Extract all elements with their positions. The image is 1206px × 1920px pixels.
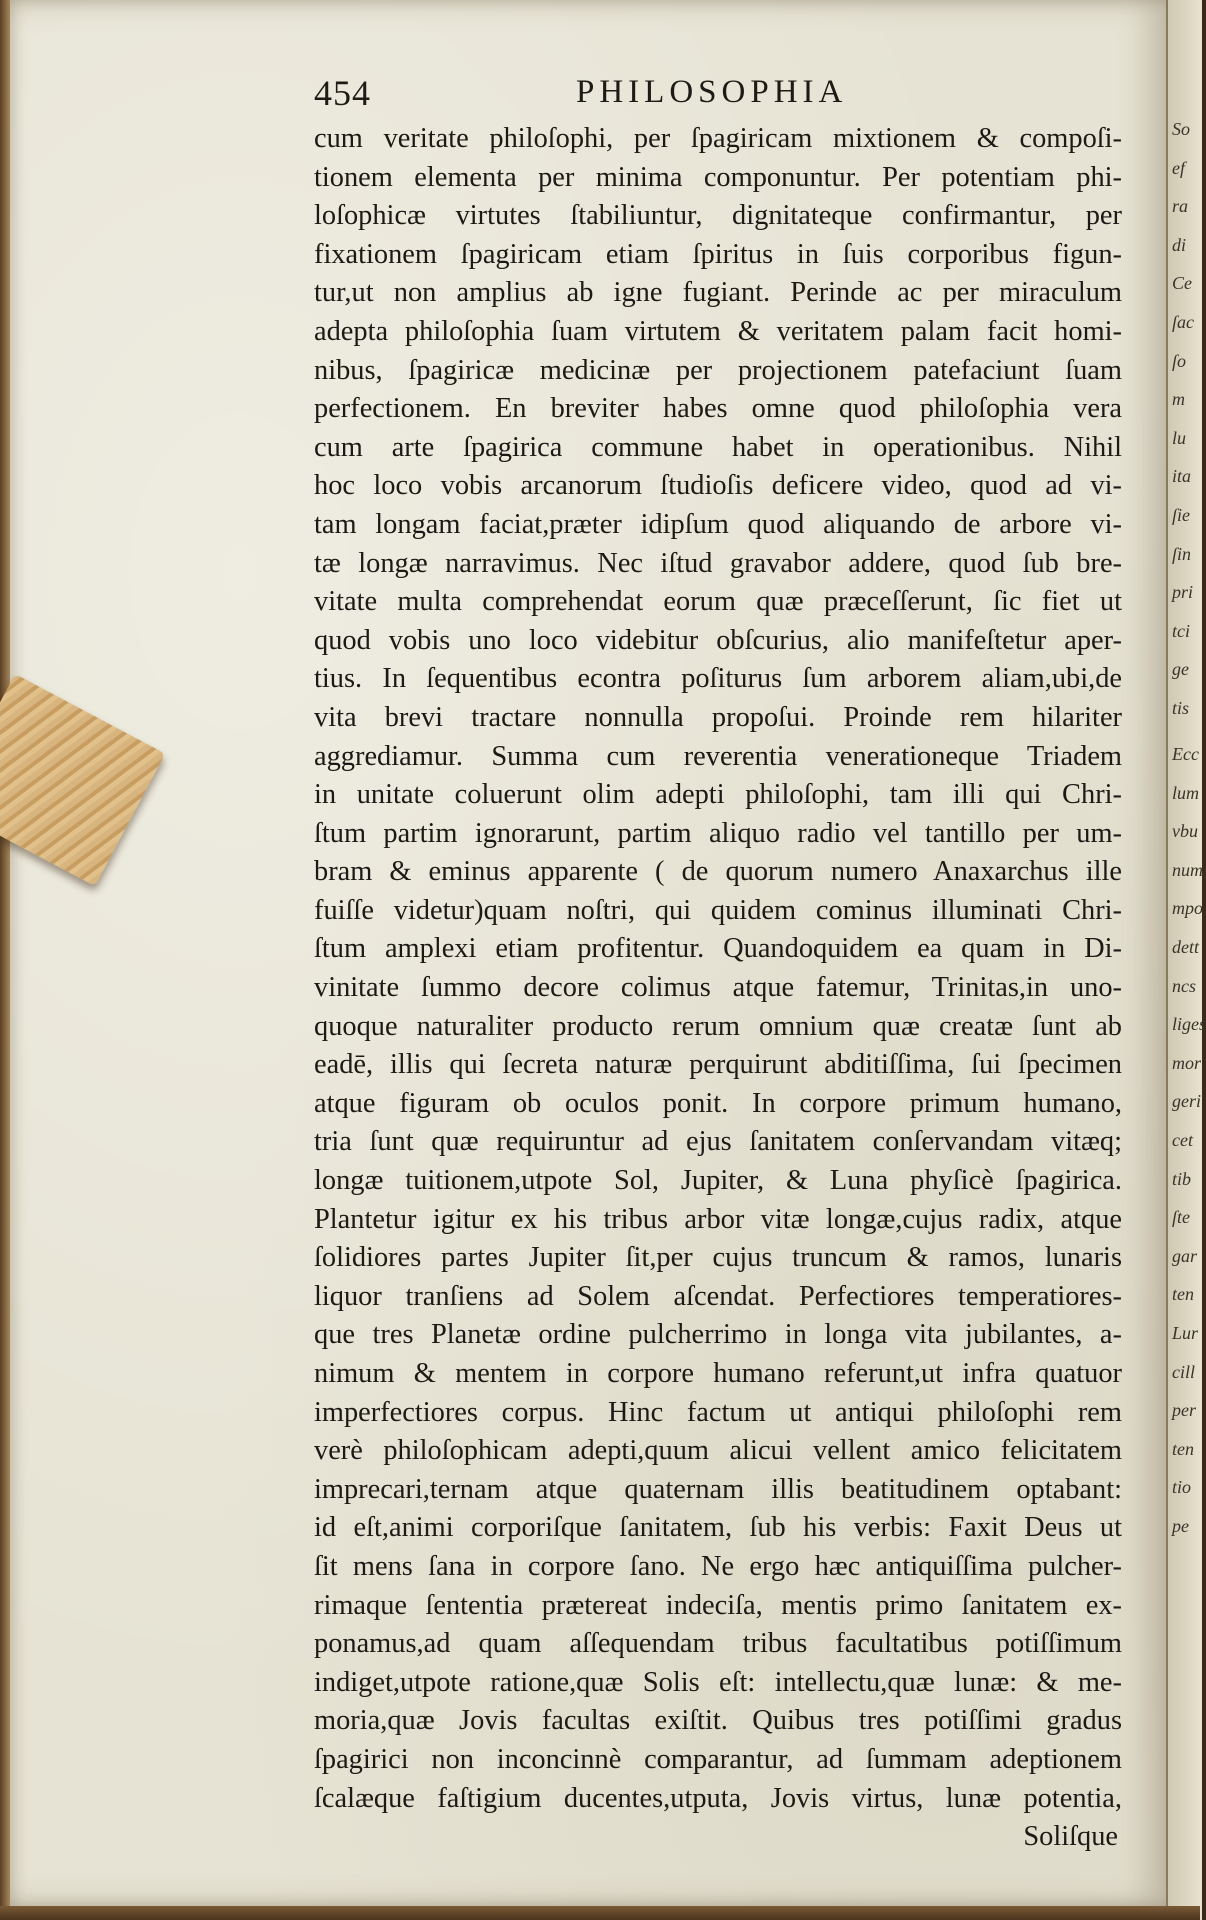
text-line: cum veritate philoſophi, per ſpagiricam mixtionem & compoſi- <box>314 123 1122 154</box>
text-line: ſpagirici non inconcinnè comparantur, ad ſummam adeptionem <box>314 1743 1122 1775</box>
margin-fragment: per <box>1172 1400 1196 1421</box>
text-line: perfectionem. En breviter habes omne quod philoſophia vera <box>314 393 1122 425</box>
margin-fragment: pri <box>1172 582 1194 603</box>
text-line: tius. In ſequentibus econtra poſiturus ſum arborem aliam,ubi,de <box>314 663 1122 695</box>
left-page-edge <box>0 0 10 1920</box>
text-line: verè philoſophicam adepti,quum alicui vellent amico felicitatem <box>314 1435 1122 1467</box>
page-header <box>314 72 1134 116</box>
text-line: vitate multa comprehendat eorum quæ præceſſerunt, ſic fiet ut <box>314 586 1122 618</box>
text-line: bram & eminus apparente ( de quorum numero Anaxarchus ille <box>314 856 1122 888</box>
text-line: atque figuram ob oculos ponit. In corpore primum humano, <box>314 1087 1122 1119</box>
text-line: ſtum amplexi etiam profitentur. Quandoquidem ea quam in Di- <box>314 933 1122 965</box>
margin-fragment: mor <box>1172 1052 1202 1073</box>
margin-fragment: ita <box>1172 466 1192 487</box>
page-number: 454 <box>314 73 371 113</box>
text-line: moria,quæ Jovis facultas exiſtit. Quibus tres potiſſimi gradus <box>314 1705 1122 1737</box>
margin-fragment: liges <box>1172 1014 1206 1035</box>
margin-fragment: geri <box>1172 1091 1201 1112</box>
text-line: que tres Planetæ ordine pulcherrimo in longa vita jubilantes, a- <box>314 1319 1122 1351</box>
text-line: tur,ut non amplius ab igne fugiant. Perinde ac per miraculum <box>314 277 1122 309</box>
margin-fragment: ge <box>1172 659 1189 680</box>
text-line: indiget,utpote ratione,quæ Solis eſt: intellectu,quæ lunæ: & me- <box>314 1666 1122 1698</box>
text-line: fuiſſe videtur)quam noſtri, qui quidem cominus illuminati Chri- <box>314 894 1122 926</box>
text-line: Plantetur igitur ex his tribus arbor vitæ longæ,cujus radix, atque <box>314 1203 1122 1235</box>
text-line: aggrediamur. Summa cum reverentia venerationeque Triadem <box>314 740 1122 772</box>
bottom-page-edge <box>0 1906 1200 1920</box>
text-line: tæ longæ narravimus. Nec iſtud gravabor addere, quod ſub bre- <box>314 547 1122 579</box>
book-page <box>8 0 1166 1906</box>
margin-fragment: Ecc <box>1172 744 1199 764</box>
margin-fragment: cet <box>1172 1129 1193 1150</box>
margin-fragment: gar <box>1172 1245 1198 1266</box>
margin-fragment: ſac <box>1172 311 1194 332</box>
margin-fragment: Ce <box>1172 273 1192 294</box>
text-line: id eſt,animi corporiſque ſanitatem, ſub his verbis: Faxit Deus ut <box>314 1512 1122 1544</box>
text-line: ſcalæque faſtigium ducentes,utputa, Jovis virtus, lunæ potentia, <box>314 1782 1122 1814</box>
margin-fragment: ef <box>1172 157 1185 178</box>
margin-fragment: dett <box>1172 936 1199 957</box>
text-line: vinitate ſummo decore colimus atque fatemur, Trinitas,in uno- <box>314 972 1122 1004</box>
margin-fragment: vbu <box>1172 821 1198 842</box>
text-line: tionem elementa per minima componuntur. Per potentiam phi- <box>314 161 1122 193</box>
text-line: liquor tranſiens ad Solem aſcendat. Perfectiores temperatiores- <box>314 1280 1122 1312</box>
facing-page-fragments-top <box>1172 110 1200 728</box>
margin-fragment: tis <box>1172 697 1190 718</box>
text-line: vita brevi tractare nonnulla propoſui. Proinde rem hilariter <box>314 701 1122 733</box>
margin-fragment: ncs <box>1172 975 1196 996</box>
body-text <box>314 120 1122 1857</box>
margin-fragment: ſte <box>1172 1207 1190 1228</box>
text-line: quod vobis uno loco videbitur obſcurius, alio manifeſtetur aper- <box>314 624 1122 656</box>
margin-fragment: Lur <box>1172 1322 1199 1343</box>
margin-fragment: cill <box>1172 1361 1195 1382</box>
margin-fragment: ra <box>1172 196 1189 217</box>
text-line: tam longam faciat,præter idipſum quod aliquando de arbore vi- <box>314 508 1122 540</box>
text-line: tria ſunt quæ requiruntur ad ejus ſanitatem conſervandam vitæq; <box>314 1126 1122 1158</box>
facing-page-fragments-bottom <box>1172 735 1206 1545</box>
text-line: ſolidiores partes Jupiter ſit,per cujus truncum & ramos, lunaris <box>314 1242 1122 1274</box>
margin-fragment: lum <box>1172 782 1199 803</box>
margin-fragment: mpo <box>1172 898 1203 919</box>
text-line: longæ tuitionem,utpote Sol, Jupiter, & Luna phyſicè ſpagirica. <box>314 1165 1122 1197</box>
text-line: quoque naturaliter producto rerum omnium quæ creatæ ſunt ab <box>314 1010 1122 1042</box>
text-line: imprecari,ternam atque quaternam illis beatitudinem optabant: <box>314 1473 1122 1505</box>
margin-fragment: m <box>1172 389 1185 410</box>
catchword: Soliſque <box>1023 1821 1118 1853</box>
text-line: nimum & mentem in corpore humano referunt,ut infra quatuor <box>314 1358 1122 1389</box>
margin-fragment: num <box>1172 859 1203 880</box>
text-line: adepta philoſophia ſuam virtutem & veritatem palam facit homi- <box>314 315 1122 347</box>
margin-fragment: ſie <box>1172 504 1190 525</box>
text-line: loſophicæ virtutes ſtabiliuntur, dignitateque confirmantur, per <box>314 200 1122 232</box>
margin-fragment: tci <box>1172 620 1190 641</box>
margin-fragment: ten <box>1172 1284 1194 1305</box>
text-line: rimaque ſententia prætereat indeciſa, mentis primo ſanitatem ex- <box>314 1589 1122 1621</box>
margin-fragment: tib <box>1172 1168 1192 1189</box>
text-line: in unitate coluerunt olim adepti philoſophi, tam illi qui Chri- <box>314 779 1122 811</box>
margin-fragment: ten <box>1172 1438 1194 1459</box>
margin-fragment: lu <box>1172 427 1187 448</box>
margin-fragment: ſo <box>1172 350 1187 371</box>
margin-fragment: tio <box>1172 1477 1192 1498</box>
text-line: eadē, illis qui ſecreta naturæ perquirunt abditiſſima, ſui ſpecimen <box>314 1049 1122 1081</box>
margin-fragment: ſin <box>1172 543 1192 564</box>
running-head: PHILOSOPHIA <box>576 74 848 110</box>
text-line: fixationem ſpagiricam etiam ſpiritus in ſuis corporibus figun- <box>314 238 1122 270</box>
text-line: cum arte ſpagirica commune habet in operationibus. Nihil <box>314 431 1122 463</box>
text-line: ponamus,ad quam aſſequendam tribus facultatibus potiſſimum <box>314 1628 1122 1660</box>
margin-fragment: di <box>1172 234 1187 255</box>
margin-fragment: So <box>1172 119 1190 139</box>
text-line: ſit mens ſana in corpore ſano. Ne ergo hæc antiquiſſima pulcher- <box>314 1550 1122 1582</box>
text-line: ſtum partim ignorarunt, partim aliquo radio vel tantillo per um- <box>314 817 1122 849</box>
text-line: hoc loco vobis arcanorum ſtudioſis deficere video, quod ad vi- <box>314 470 1122 502</box>
margin-fragment: pe <box>1172 1515 1189 1536</box>
text-line: imperfectiores corpus. Hinc factum ut antiqui philoſophi rem <box>314 1396 1122 1428</box>
text-line: nibus, ſpagiricæ medicinæ per projectionem patefaciunt ſuam <box>314 354 1122 386</box>
